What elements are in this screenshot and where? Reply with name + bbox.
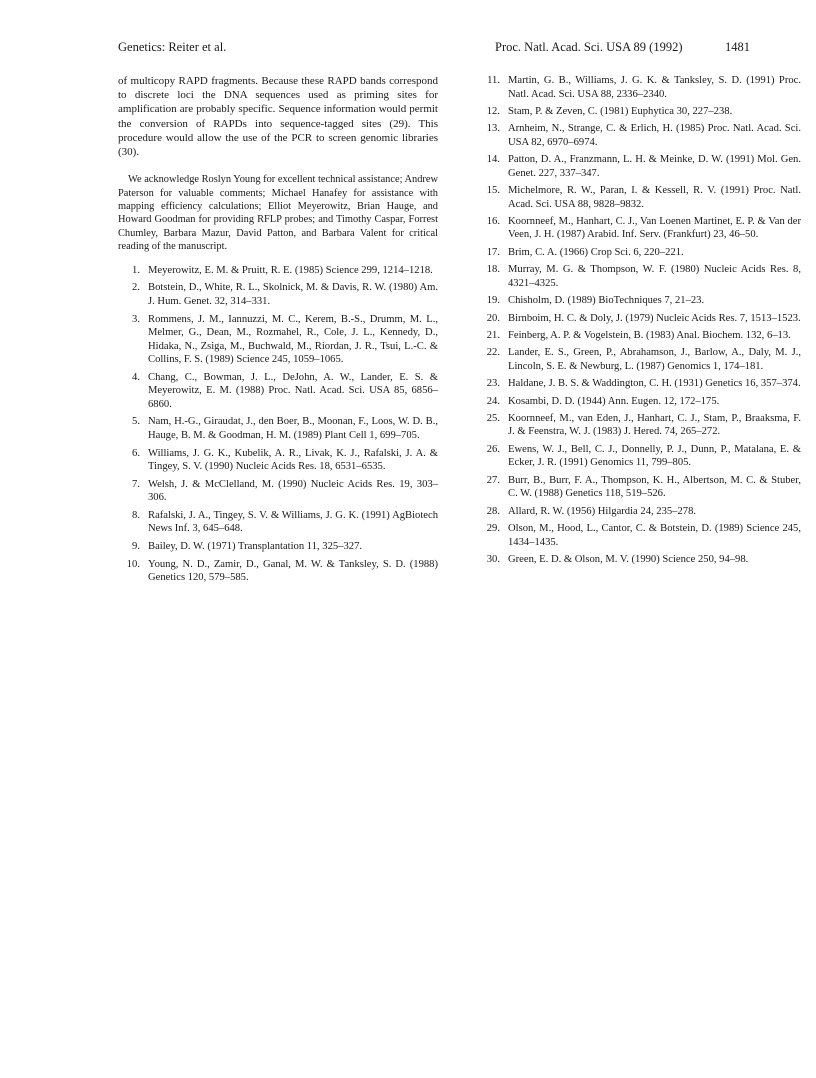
reference-number: 28. xyxy=(486,505,500,517)
reference-text: Kosambi, D. D. (1944) Ann. Eugen. 12, 172–175. xyxy=(508,395,720,407)
reference-text: Rafalski, J. A., Tingey, S. V. & Williams, J. G. K. (1991) AgBiotech News Inf. 3, 645–648. xyxy=(148,509,438,535)
reference-number: 21. xyxy=(486,329,500,341)
acknowledgment: We acknowledge Roslyn Young for excellent technical assistance; Andrew Paterson for valuable comments; Michael Hanafey for assistance with mapping efficiency calculations; Elliot Meyerowitz, Brian Hauge, and Howard Goodman for providing RFLP probes; and Timothy Caspar, Forrest Chumley, Barbara Mazur, David Patton, and Barbara Valent for critical reading of the manuscript. xyxy=(118,174,438,253)
reference-number: 13. xyxy=(486,123,500,135)
reference-text: Michelmore, R. W., Paran, I. & Kessell, R. V. (1991) Proc. Natl. Acad. Sci. USA 88, 9828–9832. xyxy=(508,185,801,210)
reference-text: Stam, P. & Zeven, C. (1981) Euphytica 30, 227–238. xyxy=(508,105,733,117)
reference-number: 29. xyxy=(486,523,500,535)
reference-text: Haldane, J. B. S. & Waddington, C. H. (1931) Genetics 16, 357–374. xyxy=(508,378,801,390)
reference-text: Arnheim, N., Strange, C. & Erlich, H. (1985) Proc. Natl. Acad. Sci. USA 82, 6970–6974. xyxy=(508,123,801,148)
reference-text: Botstein, D., White, R. L., Skolnick, M. & Davis, R. W. (1980) Am. J. Hum. Genet. 32, 314–331. xyxy=(148,282,438,307)
reference-number: 10. xyxy=(126,558,140,570)
reference-number: 23. xyxy=(486,378,500,390)
reference-number: 4. xyxy=(132,371,140,383)
reference-item xyxy=(478,294,801,308)
reference-number: 8. xyxy=(132,509,140,521)
reference-number: 12. xyxy=(486,105,500,117)
reference-text: Burr, B., Burr, F. A., Thompson, K. H., Albertson, M. C. & Stuber, C. W. (1988) Genetics 118, 519–526. xyxy=(508,474,801,500)
reference-text: Birnboim, H. C. & Doly, J. (1979) Nucleic Acids Res. 7, 1513–1523. xyxy=(508,312,801,324)
journal-citation: Proc. Natl. Acad. Sci. USA 89 (1992) xyxy=(495,40,683,54)
reference-item xyxy=(478,346,801,373)
reference-item xyxy=(118,509,438,536)
reference-item xyxy=(118,264,438,278)
reference-text: Murray, M. G. & Thompson, W. F. (1980) Nucleic Acids Res. 8, 4321–4325. xyxy=(508,264,801,289)
reference-text: Olson, M., Hood, L., Cantor, C. & Botstein, D. (1989) Science 245, 1434–1435. xyxy=(508,523,801,548)
reference-number: 1. xyxy=(132,264,140,276)
reference-item xyxy=(478,184,801,211)
reference-number: 15. xyxy=(486,185,500,197)
reference-item xyxy=(478,443,801,470)
reference-text: Brim, C. A. (1966) Crop Sci. 6, 220–221. xyxy=(508,246,684,258)
reference-text: Williams, J. G. K., Kubelik, A. R., Livak, K. J., Rafalski, J. A. & Tingey, S. V. (1990) Nucleic Acids Res. 18, 6531–6535. xyxy=(148,447,438,473)
reference-text: Koornneef, M., van Eden, J., Hanhart, C. J., Stam, P., Braaksma, F. J. & Feenstra, W. J. (1983) J. Hered. 74, 265–272. xyxy=(508,412,801,438)
reference-number: 22. xyxy=(486,347,500,359)
reference-text: Patton, D. A., Franzmann, L. H. & Meinke, D. W. (1991) Mol. Gen. Genet. 227, 337–347. xyxy=(508,154,801,179)
reference-item xyxy=(478,312,801,326)
reference-item xyxy=(118,540,438,554)
right-column xyxy=(478,74,801,570)
running-header-left: Genetics: Reiter et al. xyxy=(118,40,227,54)
reference-item xyxy=(478,153,801,180)
reference-item xyxy=(118,371,438,412)
reference-item xyxy=(478,377,801,391)
reference-number: 18. xyxy=(486,264,500,276)
reference-text: Martin, G. B., Williams, J. G. K. & Tanksley, S. D. (1991) Proc. Natl. Acad. Sci. USA 88, 2336–2340. xyxy=(508,75,801,100)
reference-item xyxy=(478,122,801,149)
reference-number: 6. xyxy=(132,447,140,459)
reference-text: Green, E. D. & Olson, M. V. (1990) Science 250, 94–98. xyxy=(508,553,749,565)
reference-item xyxy=(478,105,801,119)
reference-item xyxy=(478,505,801,519)
reference-text: Koornneef, M., Hanhart, C. J., Van Loenen Martinet, E. P. & Van der Veen, J. H. (1987) Arabid. Inf. Serv. (Frankfurt) 23, 46–50. xyxy=(508,215,801,241)
reference-number: 30. xyxy=(486,553,500,565)
reference-text: Lander, E. S., Green, P., Abrahamson, J., Barlow, A., Daly, M. J., Lincoln, S. E. & Newburg, L. (1987) Genomics 1, 174–181. xyxy=(508,347,801,372)
reference-item xyxy=(118,558,438,585)
reference-number: 7. xyxy=(132,478,140,490)
reference-text: Meyerowitz, E. M. & Pruitt, R. E. (1985) Science 299, 1214–1218. xyxy=(148,264,433,276)
reference-text: Rommens, J. M., Iannuzzi, M. C., Kerem, B.-S., Drumm, M. L., Melmer, G., Dean, M., Rozmahel, R., Cole, J. L., Kennedy, D., Hidaka, N., Zsiga, M., Buchwald, M., Riordan, J. R., Tsui, L.-C. & Collins, F. S. (1989) Science 245, 1059–1065. xyxy=(148,313,438,366)
running-header-right xyxy=(495,40,750,55)
reference-text: Feinberg, A. P. & Vogelstein, B. (1983) Anal. Biochem. 132, 6–13. xyxy=(508,329,791,341)
reference-item xyxy=(118,415,438,442)
reference-item xyxy=(478,474,801,501)
reference-number: 19. xyxy=(486,295,500,307)
reference-item xyxy=(118,478,438,505)
reference-text: Allard, R. W. (1956) Hilgardia 24, 235–278. xyxy=(508,505,697,517)
reference-number: 3. xyxy=(132,313,140,325)
reference-item xyxy=(478,74,801,101)
reference-item xyxy=(118,281,438,308)
reference-number: 27. xyxy=(486,474,500,486)
reference-number: 20. xyxy=(486,312,500,324)
reference-item xyxy=(478,522,801,549)
reference-item xyxy=(478,395,801,409)
reference-text: Chang, C., Bowman, J. L., DeJohn, A. W., Lander, E. S. & Meyerowitz, E. M. (1988) Proc. Natl. Acad. Sci. USA 85, 6856–6860. xyxy=(148,371,438,410)
reference-item xyxy=(478,246,801,260)
left-column xyxy=(118,74,438,589)
reference-number: 24. xyxy=(486,395,500,407)
reference-item xyxy=(478,412,801,439)
reference-item xyxy=(478,215,801,242)
reference-number: 2. xyxy=(132,282,140,294)
reference-number: 9. xyxy=(132,541,140,553)
reference-text: Welsh, J. & McClelland, M. (1990) Nucleic Acids Res. 19, 303–306. xyxy=(148,478,438,504)
reference-number: 26. xyxy=(486,443,500,455)
reference-text: Nam, H.-G., Giraudat, J., den Boer, B., Moonan, F., Loos, W. D. B., Hauge, B. M. & Goodman, H. M. (1989) Plant Cell 1, 699–705. xyxy=(148,416,438,441)
reference-text: Chisholm, D. (1989) BioTechniques 7, 21–23. xyxy=(508,295,705,307)
reference-list-right xyxy=(478,74,801,566)
reference-number: 5. xyxy=(132,416,140,428)
reference-number: 25. xyxy=(486,412,500,424)
reference-item xyxy=(478,329,801,343)
reference-number: 11. xyxy=(487,75,500,86)
reference-text: Bailey, D. W. (1971) Transplantation 11, 325–327. xyxy=(148,541,363,553)
reference-list-left xyxy=(118,264,438,585)
reference-item xyxy=(478,263,801,290)
reference-item xyxy=(118,313,438,367)
page-number: 1481 xyxy=(725,40,750,54)
reference-number: 16. xyxy=(486,215,500,227)
reference-text: Young, N. D., Zamir, D., Ganal, M. W. & Tanksley, S. D. (1988) Genetics 120, 579–585. xyxy=(148,558,438,584)
reference-item xyxy=(478,553,801,567)
reference-text: Ewens, W. J., Bell, C. J., Donnelly, P. J., Dunn, P., Matalana, E. & Ecker, J. R. (1991) Genomics 11, 799–805. xyxy=(508,443,801,469)
body-paragraph: of multicopy RAPD fragments. Because these RAPD bands correspond to discrete loci the DNA sequences used as priming sites for amplification are probably specific. Sequence information would permit the conversion of RAPDs into sequence-tagged sites (29). This procedure would allow the use of the PCR to screen genomic libraries (30). xyxy=(118,75,438,159)
reference-item xyxy=(118,447,438,474)
reference-number: 17. xyxy=(486,246,500,258)
reference-number: 14. xyxy=(486,154,500,166)
